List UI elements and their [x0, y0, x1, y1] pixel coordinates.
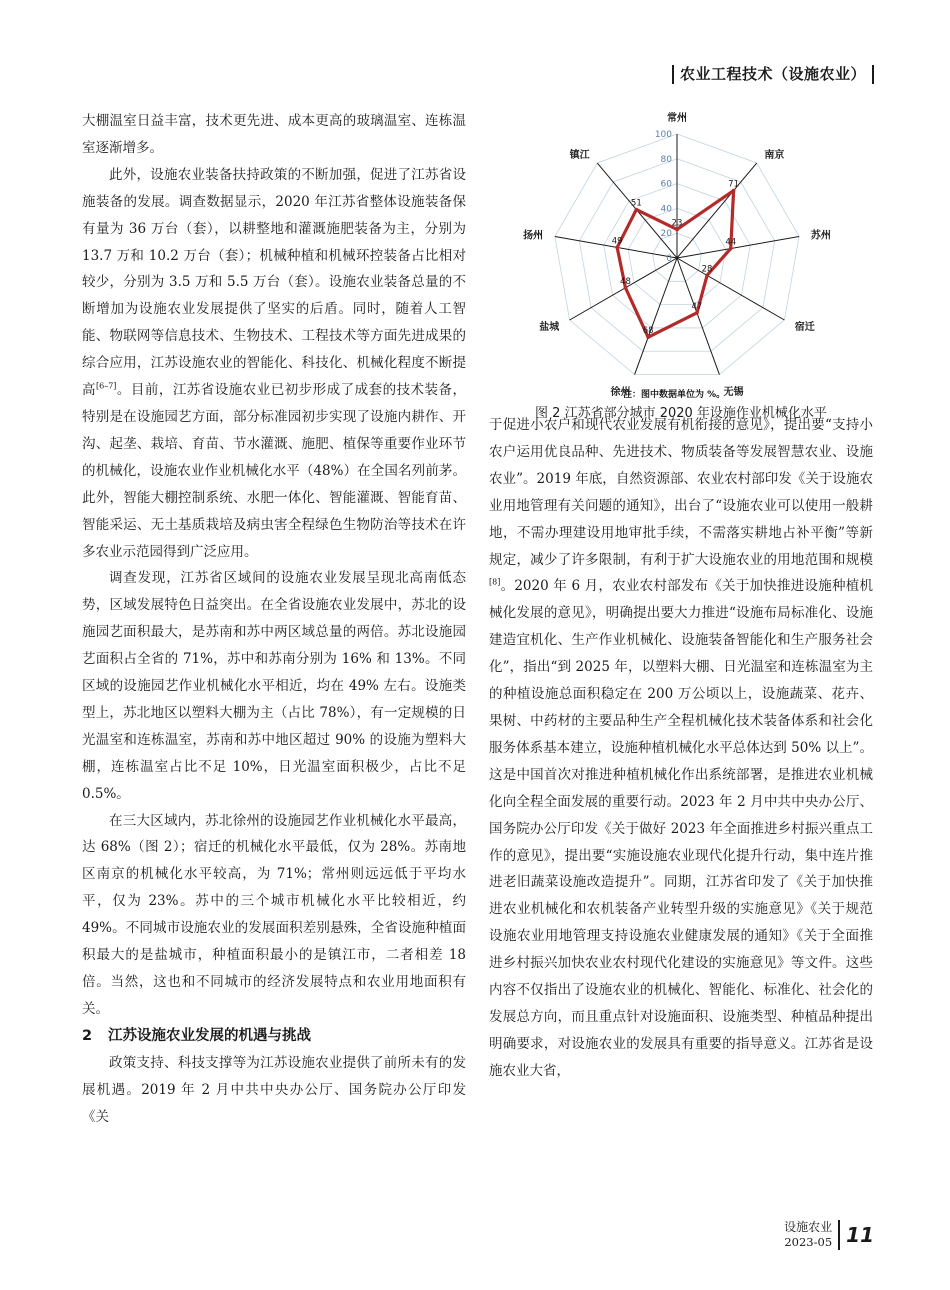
radar-category-label: 常州	[667, 113, 687, 124]
radar-category-label: 扬州	[523, 230, 544, 242]
paragraph-continued: 大棚温室日益丰富，技术更先进、成本更高的玻璃温室、连栋温室逐渐增多。	[82, 113, 466, 156]
page-footer	[784, 1220, 874, 1250]
paragraph-policy-text-b: 。2020 年 6 月，农业农村部发布《关于加快推进设施种植机械化发展的意见》，明确提出要大力推进“设施布局标准化、设施建造宜机化、生产作业机械化、设施装备智能化和生产服务社会化”，指出“到 2025 年，以塑料大棚、日光温室和连栋温室为主的种植设施总面积稳定在 200 万公顷以上，设施蔬菜、花卉、果树、中药材的主要品种生产全程机械化技术装备体系和社会化服务体系基本建立，设施种植机械化水平总体达到 50% 以上”。这是中国首次对推进种植机械化作出系统部署，是推进农业机械化向全程全面发展的重要行动。2023 年 2 月中共中央办公厅、国务院办公厅印发《关于做好 2023 年全面推进乡村振兴重点工作的意见》，提出要“实施设施农业现代化提升行动，集中连片推进老旧蔬菜设施改造提升”。同期，江苏省印发了《关于加快推进农业机械化和农机装备产业转型升级的实施意见》《关于规范设施农业用地管理支持设施农业健康发展的通知》《关于全面推进乡村振兴加快农业农村现代化建设的实施意见》等文件。这些内容不仅指出了设施农业的机械化、智能化、标准化、社会化的发展总方向，而且重点针对设施面积、设施类型、种植品种提出明确要求，对设施农业的发展具有重要的指导意义。江苏省是设施农业大省，	[489, 578, 873, 1079]
page-number: 11	[846, 1223, 874, 1247]
paragraph-policy-text-a: 于促进小农户和现代农业发展有机衔接的意见》，提出要“支持小农户运用优良品种、先进技术、物质装备等发展智慧农业、设施农业”。2019 年底，自然资源部、农业农村部印发《关于设施农业用地管理有关问题的通知》，出台了“设施农业可以使用一般耕地，不需办理建设用地审批手续，不需落实耕地占补平衡”等新规定，减少了许多限制，有利于扩大设施农业的用地范围和规模	[489, 417, 873, 568]
radar-chart-svg	[489, 108, 873, 398]
citation-6-7: [6–7]	[95, 381, 117, 391]
header-title: 农业工程技术（设施农业）	[679, 65, 866, 83]
radar-axis-南京	[677, 163, 757, 258]
radar-category-label: 宿迁	[794, 322, 815, 333]
radar-tick-label: 40	[660, 204, 672, 215]
radar-axis-无锡	[677, 258, 719, 375]
figure-note: 注：图中数据单位为 %。	[623, 390, 726, 400]
paragraph-equipment-text-b: 。目前，江苏省设施农业已初步形成了成套的技术装备，特别是在设施园艺方面，部分标准园初步实现了设施内耕作、开沟、起垄、栽培、育苗、节水灌溉、施肥、植保等重要作业环节的机械化，设施农业作业机械化水平（48%）在全国名列前茅。此外，智能大棚控制系统、水肥一体化、智能灌溉、智能育苗、智能采运、无土基质栽培及病虫害全程绿色生物防治等技术在许多农业示范园得到广泛应用。	[82, 382, 466, 560]
paragraph-opportunities: 政策支持、科技支撑等为江苏设施农业提供了前所未有的发展机遇。2019 年 2 月中共中央办公厅、国务院办公厅印发 《关	[82, 1054, 466, 1125]
radar-tick-label: 60	[660, 179, 672, 190]
radar-category-label: 镇江	[569, 149, 590, 161]
header-right-rule	[872, 65, 874, 84]
figure-caption: 图 2 江苏省部分城市 2020 年设施作业机械化水平	[535, 406, 827, 421]
radar-tick-label: 20	[660, 229, 672, 240]
running-header	[672, 64, 874, 84]
radar-value-label: 49	[611, 236, 623, 247]
radar-value-label: 51	[630, 198, 642, 209]
section-title: 江苏设施农业发展的机遇与挑战	[108, 1027, 311, 1044]
radar-category-label: 南京	[764, 149, 785, 161]
section-number: 2	[82, 1027, 93, 1044]
radar-category-label: 无锡	[723, 386, 744, 398]
footer-journal-name: 设施农业	[784, 1220, 833, 1234]
footer-journal-info	[784, 1220, 838, 1250]
paragraph-equipment-text-a: 此外，设施农业装备扶持政策的不断加强，促进了江苏省设施装备的发展。调查数据显示，2020 年江苏省整体设施装备保有量为 36 万台（套），以耕整地和灌溉施肥装备为主，分别为 13.7 万和 10.2 万台（套）；机械种植和机械环控装备占比相对较少，分别为 3.5 万和 5.5 万台（套）。设施农业装备总量的不断增加为设施农业发展提供了坚实的后盾。同时，随着人工智能、物联网等信息技术、生物技术、工程技术等方面先进成果的综合应用，江苏设施农业的智能化、科技化、机械化程度不断提高	[82, 166, 466, 399]
radar-axis-徐州	[635, 258, 677, 375]
paragraph-regional: 调查发现，江苏省区域间的设施农业发展呈现北高南低态势，区域发展特色日益突出。在全省设施农业发展中，苏北的设施园艺面积最大，是苏南和苏中两区域总量的两倍。苏北设施园艺面积占全省的 71%，苏中和苏南分别为 16% 和 13%。不同区域的设施园艺作业机械化水平相近，均在 49% 左右。设施类型上，苏北地区以塑料大棚为主（占比 78%），有一定规模的日光温室和连栋温室，苏南和苏中地区超过 90% 的设施为塑料大棚，连栋温室占比不足 10%，日光温室面积极少，占比不足 0.5%。	[82, 570, 466, 802]
radar-value-label: 47	[691, 301, 703, 312]
citation-8: [8]	[489, 577, 501, 587]
paragraph-policy	[489, 412, 873, 1085]
radar-value-label: 23	[671, 218, 683, 229]
right-column	[489, 412, 873, 1085]
footer-issue-date: 2023-05	[784, 1235, 833, 1249]
left-column	[82, 108, 466, 1130]
radar-value-label: 28	[701, 264, 713, 275]
figure-radar-chart	[489, 108, 873, 421]
paragraph-cities: 在三大区域内，苏北徐州的设施园艺作业机械化水平最高，达 68%（图 2）；宿迁的机械化水平最低，仅为 28%。苏南地区南京的机械化水平较高，为 71%；常州则远远低于平均水平，仅为 23%。苏中的三个城市机械化水平比较相近，约 49%。不同城市设施农业的发展面积差别悬殊，全省设施种植面积最大的是盐城市，种植面积最小的是镇江市，二者相差 18 倍。当然，这也和不同城市的经济发展特点和农业用地面积有关。	[82, 812, 466, 1017]
radar-value-label: 71	[728, 179, 740, 190]
radar-category-label: 徐州	[610, 386, 631, 398]
radar-axis-苏州	[677, 236, 799, 258]
radar-value-label: 68	[642, 326, 654, 337]
section-heading	[82, 1023, 466, 1050]
radar-category-label: 盐城	[539, 322, 560, 333]
radar-axis-盐城	[570, 258, 677, 320]
radar-category-label: 苏州	[810, 230, 831, 242]
radar-value-label: 48	[620, 276, 631, 287]
paragraph-equipment	[82, 162, 466, 566]
radar-value-label: 44	[725, 237, 737, 248]
radar-tick-label: 80	[660, 154, 672, 165]
radar-tick-label: 100	[654, 130, 672, 140]
radar-tick-label: 0	[666, 254, 672, 264]
